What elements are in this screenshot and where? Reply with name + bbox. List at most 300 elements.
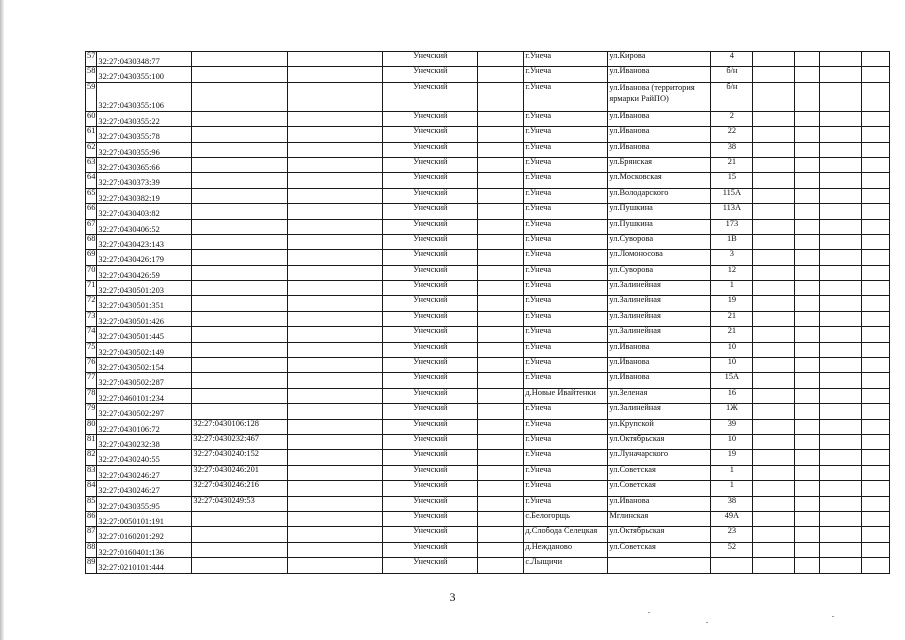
empty-cell bbox=[820, 511, 862, 526]
empty-cell bbox=[288, 511, 383, 526]
related-cadastral-number-cell bbox=[192, 342, 288, 357]
empty-cell bbox=[478, 342, 524, 357]
related-cadastral-number-cell bbox=[192, 219, 288, 234]
empty-cell bbox=[478, 496, 524, 511]
empty-cell bbox=[288, 434, 383, 449]
empty-cell bbox=[288, 142, 383, 157]
empty-cell bbox=[820, 419, 862, 434]
empty-cell bbox=[478, 450, 524, 465]
district-cell: Унечский bbox=[383, 219, 478, 234]
cadastral-number-cell: 32:27:0430355:78 bbox=[97, 127, 192, 142]
locality-cell: г.Унеча bbox=[524, 373, 608, 388]
empty-cell bbox=[478, 511, 524, 526]
locality-cell: г.Унеча bbox=[524, 82, 608, 111]
district-cell: Унечский bbox=[383, 511, 478, 526]
empty-cell bbox=[478, 82, 524, 111]
related-cadastral-number-cell bbox=[192, 250, 288, 265]
cadastral-number-cell: 32:27:0430373:39 bbox=[97, 173, 192, 188]
empty-cell bbox=[288, 311, 383, 326]
empty-cell bbox=[288, 265, 383, 280]
house-number-cell: 16 bbox=[711, 388, 753, 403]
empty-cell bbox=[795, 419, 820, 434]
empty-cell bbox=[820, 465, 862, 480]
locality-cell: г.Унеча bbox=[524, 265, 608, 280]
locality-cell: г.Унеча bbox=[524, 296, 608, 311]
district-cell: Унечский bbox=[383, 111, 478, 126]
empty-cell bbox=[478, 296, 524, 311]
empty-cell bbox=[478, 52, 524, 67]
cadastral-number-cell: 32:27:0160401:136 bbox=[97, 542, 192, 557]
empty-cell bbox=[795, 234, 820, 249]
street-cell: Мглинская bbox=[608, 511, 711, 526]
registry-body bbox=[86, 52, 890, 574]
empty-cell bbox=[862, 219, 890, 234]
cadastral-number-cell: 32:27:0430355:100 bbox=[97, 67, 192, 82]
locality-cell: г.Унеча bbox=[524, 52, 608, 67]
street-cell: ул.Октябрьская bbox=[608, 434, 711, 449]
empty-cell bbox=[820, 558, 862, 573]
locality-cell: г.Унеча bbox=[524, 234, 608, 249]
empty-cell bbox=[820, 265, 862, 280]
row-number-cell: 88 bbox=[86, 542, 97, 557]
empty-cell bbox=[753, 419, 795, 434]
house-number-cell: 21 bbox=[711, 327, 753, 342]
related-cadastral-number-cell bbox=[192, 157, 288, 172]
street-cell: ул.Иванова bbox=[608, 373, 711, 388]
empty-cell bbox=[753, 327, 795, 342]
related-cadastral-number-cell: 32:27:0430246:216 bbox=[192, 481, 288, 496]
cadastral-number-cell: 32:27:0460101:234 bbox=[97, 388, 192, 403]
empty-cell bbox=[820, 542, 862, 557]
empty-cell bbox=[478, 434, 524, 449]
house-number-cell: 38 bbox=[711, 496, 753, 511]
cadastral-number-cell: 32:27:0430501:426 bbox=[97, 311, 192, 326]
empty-cell bbox=[795, 281, 820, 296]
empty-cell bbox=[862, 434, 890, 449]
related-cadastral-number-cell bbox=[192, 527, 288, 542]
street-cell: ул.Иванова bbox=[608, 67, 711, 82]
cadastral-number-cell: 32:27:0430423:143 bbox=[97, 234, 192, 249]
empty-cell bbox=[753, 481, 795, 496]
row-number-cell: 89 bbox=[86, 558, 97, 573]
empty-cell bbox=[478, 157, 524, 172]
empty-cell bbox=[820, 157, 862, 172]
street-cell: ул.Ломоносова bbox=[608, 250, 711, 265]
empty-cell bbox=[862, 311, 890, 326]
locality-cell: г.Унеча bbox=[524, 188, 608, 203]
empty-cell bbox=[753, 311, 795, 326]
district-cell: Унечский bbox=[383, 265, 478, 280]
street-cell: ул.Пушкина bbox=[608, 219, 711, 234]
row-number-cell: 85 bbox=[86, 496, 97, 511]
empty-cell bbox=[478, 219, 524, 234]
empty-cell bbox=[795, 204, 820, 219]
empty-cell bbox=[862, 204, 890, 219]
empty-cell bbox=[753, 511, 795, 526]
district-cell: Унечский bbox=[383, 234, 478, 249]
table-row bbox=[86, 188, 890, 203]
street-cell: ул.Залинейная bbox=[608, 327, 711, 342]
empty-cell bbox=[753, 358, 795, 373]
empty-cell bbox=[478, 527, 524, 542]
empty-cell bbox=[862, 373, 890, 388]
table-row bbox=[86, 157, 890, 172]
cadastral-number-cell: 32:27:0430502:149 bbox=[97, 342, 192, 357]
table-row bbox=[86, 127, 890, 142]
empty-cell bbox=[862, 419, 890, 434]
empty-cell bbox=[753, 558, 795, 573]
empty-cell bbox=[288, 111, 383, 126]
empty-cell bbox=[753, 250, 795, 265]
row-number-cell: 69 bbox=[86, 250, 97, 265]
district-cell: Унечский bbox=[383, 67, 478, 82]
row-number-cell: 64 bbox=[86, 173, 97, 188]
empty-cell bbox=[478, 204, 524, 219]
empty-cell bbox=[862, 296, 890, 311]
district-cell: Унечский bbox=[383, 281, 478, 296]
street-cell: ул.Советская bbox=[608, 465, 711, 480]
empty-cell bbox=[862, 450, 890, 465]
empty-cell bbox=[795, 434, 820, 449]
property-registry-table bbox=[85, 51, 890, 574]
row-number-cell: 70 bbox=[86, 265, 97, 280]
district-cell: Унечский bbox=[383, 157, 478, 172]
street-cell: ул.Иванова bbox=[608, 342, 711, 357]
table-row bbox=[86, 219, 890, 234]
table-row bbox=[86, 204, 890, 219]
row-number-cell: 68 bbox=[86, 234, 97, 249]
related-cadastral-number-cell bbox=[192, 52, 288, 67]
cadastral-number-cell: 32:27:0430502:154 bbox=[97, 358, 192, 373]
row-number-cell: 67 bbox=[86, 219, 97, 234]
street-cell: ул.Московская bbox=[608, 173, 711, 188]
row-number-cell: 78 bbox=[86, 388, 97, 403]
row-number-cell: 72 bbox=[86, 296, 97, 311]
related-cadastral-number-cell bbox=[192, 265, 288, 280]
empty-cell bbox=[795, 173, 820, 188]
row-number-cell: 59 bbox=[86, 82, 97, 111]
empty-cell bbox=[820, 404, 862, 419]
house-number-cell: 2 bbox=[711, 111, 753, 126]
row-number-cell: 66 bbox=[86, 204, 97, 219]
cadastral-number-cell: 32:27:0430382:19 bbox=[97, 188, 192, 203]
house-number-cell: 22 bbox=[711, 127, 753, 142]
cadastral-number-cell: 32:27:0430246:27 bbox=[97, 481, 192, 496]
district-cell: Унечский bbox=[383, 82, 478, 111]
house-number-cell: 4 bbox=[711, 52, 753, 67]
house-number-cell: 23 bbox=[711, 527, 753, 542]
empty-cell bbox=[478, 465, 524, 480]
street-cell: ул.Брянская bbox=[608, 157, 711, 172]
empty-cell bbox=[753, 52, 795, 67]
house-number-cell: 21 bbox=[711, 311, 753, 326]
empty-cell bbox=[862, 52, 890, 67]
empty-cell bbox=[862, 404, 890, 419]
locality-cell: г.Унеча bbox=[524, 142, 608, 157]
related-cadastral-number-cell bbox=[192, 234, 288, 249]
row-number-cell: 82 bbox=[86, 450, 97, 465]
row-number-cell: 75 bbox=[86, 342, 97, 357]
empty-cell bbox=[795, 511, 820, 526]
empty-cell bbox=[753, 234, 795, 249]
empty-cell bbox=[753, 281, 795, 296]
cadastral-number-cell: 32:27:0430426:59 bbox=[97, 265, 192, 280]
street-cell: ул.Пушкина bbox=[608, 204, 711, 219]
house-number-cell: 10 bbox=[711, 358, 753, 373]
house-number-cell: 1 bbox=[711, 281, 753, 296]
locality-cell: г.Унеча bbox=[524, 250, 608, 265]
district-cell: Унечский bbox=[383, 204, 478, 219]
street-cell: ул.Кирова bbox=[608, 52, 711, 67]
cadastral-number-cell: 32:27:0160201:292 bbox=[97, 527, 192, 542]
empty-cell bbox=[478, 542, 524, 557]
empty-cell bbox=[862, 496, 890, 511]
row-number-cell: 71 bbox=[86, 281, 97, 296]
row-number-cell: 86 bbox=[86, 511, 97, 526]
district-cell: Унечский bbox=[383, 434, 478, 449]
house-number-cell: 10 bbox=[711, 434, 753, 449]
related-cadastral-number-cell bbox=[192, 204, 288, 219]
related-cadastral-number-cell bbox=[192, 373, 288, 388]
empty-cell bbox=[795, 496, 820, 511]
related-cadastral-number-cell bbox=[192, 311, 288, 326]
empty-cell bbox=[820, 67, 862, 82]
house-number-cell: 10 bbox=[711, 342, 753, 357]
scan-edge-shadow bbox=[0, 0, 4, 640]
table-row bbox=[86, 82, 890, 111]
locality-cell: г.Унеча bbox=[524, 219, 608, 234]
empty-cell bbox=[753, 82, 795, 111]
empty-cell bbox=[288, 52, 383, 67]
empty-cell bbox=[862, 67, 890, 82]
empty-cell bbox=[753, 127, 795, 142]
district-cell: Унечский bbox=[383, 419, 478, 434]
table-row bbox=[86, 52, 890, 67]
locality-cell: г.Унеча bbox=[524, 404, 608, 419]
empty-cell bbox=[753, 450, 795, 465]
locality-cell: д.Новые Ивайтенки bbox=[524, 388, 608, 403]
table-row bbox=[86, 527, 890, 542]
related-cadastral-number-cell bbox=[192, 111, 288, 126]
related-cadastral-number-cell bbox=[192, 388, 288, 403]
empty-cell bbox=[288, 450, 383, 465]
row-number-cell: 87 bbox=[86, 527, 97, 542]
locality-cell: г.Унеча bbox=[524, 127, 608, 142]
empty-cell bbox=[288, 342, 383, 357]
empty-cell bbox=[288, 127, 383, 142]
empty-cell bbox=[478, 234, 524, 249]
locality-cell: г.Унеча bbox=[524, 358, 608, 373]
related-cadastral-number-cell: 32:27:0430232:467 bbox=[192, 434, 288, 449]
table-row bbox=[86, 234, 890, 249]
empty-cell bbox=[820, 234, 862, 249]
empty-cell bbox=[862, 511, 890, 526]
empty-cell bbox=[820, 373, 862, 388]
related-cadastral-number-cell: 32:27:0430106:128 bbox=[192, 419, 288, 434]
house-number-cell: 52 bbox=[711, 542, 753, 557]
district-cell: Унечский bbox=[383, 311, 478, 326]
cadastral-number-cell: 32:27:0430246:27 bbox=[97, 465, 192, 480]
table-row bbox=[86, 373, 890, 388]
related-cadastral-number-cell bbox=[192, 511, 288, 526]
empty-cell bbox=[820, 281, 862, 296]
street-cell: ул.Октябрьская bbox=[608, 527, 711, 542]
empty-cell bbox=[288, 67, 383, 82]
empty-cell bbox=[862, 558, 890, 573]
district-cell: Унечский bbox=[383, 558, 478, 573]
street-cell: ул.Залинейная bbox=[608, 311, 711, 326]
district-cell: Унечский bbox=[383, 358, 478, 373]
scan-speck bbox=[832, 616, 834, 617]
empty-cell bbox=[288, 188, 383, 203]
cadastral-number-cell: 32:27:0430502:287 bbox=[97, 373, 192, 388]
house-number-cell: 1 bbox=[711, 481, 753, 496]
locality-cell: д.Слобода Селецкая bbox=[524, 527, 608, 542]
empty-cell bbox=[820, 311, 862, 326]
district-cell: Унечский bbox=[383, 342, 478, 357]
district-cell: Унечский bbox=[383, 465, 478, 480]
table-row bbox=[86, 434, 890, 449]
empty-cell bbox=[753, 465, 795, 480]
empty-cell bbox=[478, 358, 524, 373]
empty-cell bbox=[288, 327, 383, 342]
house-number-cell: 115А bbox=[711, 188, 753, 203]
empty-cell bbox=[753, 296, 795, 311]
locality-cell: г.Унеча bbox=[524, 496, 608, 511]
empty-cell bbox=[820, 111, 862, 126]
district-cell: Унечский bbox=[383, 496, 478, 511]
district-cell: Унечский bbox=[383, 404, 478, 419]
cadastral-number-cell: 32:27:0430501:445 bbox=[97, 327, 192, 342]
related-cadastral-number-cell bbox=[192, 188, 288, 203]
locality-cell: г.Унеча bbox=[524, 67, 608, 82]
cadastral-number-cell: 32:27:0430355:106 bbox=[97, 82, 192, 111]
table-row bbox=[86, 311, 890, 326]
empty-cell bbox=[795, 358, 820, 373]
house-number-cell: 19 bbox=[711, 450, 753, 465]
empty-cell bbox=[820, 527, 862, 542]
house-number-cell: 19 bbox=[711, 296, 753, 311]
district-cell: Унечский bbox=[383, 188, 478, 203]
empty-cell bbox=[820, 434, 862, 449]
empty-cell bbox=[288, 157, 383, 172]
empty-cell bbox=[288, 173, 383, 188]
empty-cell bbox=[795, 188, 820, 203]
street-cell: ул.Иванова bbox=[608, 111, 711, 126]
related-cadastral-number-cell bbox=[192, 127, 288, 142]
empty-cell bbox=[753, 527, 795, 542]
row-number-cell: 74 bbox=[86, 327, 97, 342]
locality-cell: г.Унеча bbox=[524, 157, 608, 172]
street-cell: ул.Залинейная bbox=[608, 281, 711, 296]
cadastral-number-cell: 32:27:0430406:52 bbox=[97, 219, 192, 234]
empty-cell bbox=[753, 142, 795, 157]
district-cell: Унечский bbox=[383, 373, 478, 388]
empty-cell bbox=[795, 142, 820, 157]
related-cadastral-number-cell bbox=[192, 67, 288, 82]
empty-cell bbox=[478, 404, 524, 419]
table-row bbox=[86, 67, 890, 82]
empty-cell bbox=[753, 496, 795, 511]
street-cell: ул.Иванова (территория ярмарки РайПО) bbox=[608, 82, 711, 111]
street-cell: ул.Иванова bbox=[608, 496, 711, 511]
related-cadastral-number-cell bbox=[192, 558, 288, 573]
district-cell: Унечский bbox=[383, 450, 478, 465]
table-row bbox=[86, 327, 890, 342]
street-cell: ул.Советская bbox=[608, 481, 711, 496]
row-number-cell: 62 bbox=[86, 142, 97, 157]
street-cell: ул.Суворова bbox=[608, 234, 711, 249]
empty-cell bbox=[478, 265, 524, 280]
district-cell: Унечский bbox=[383, 481, 478, 496]
empty-cell bbox=[862, 265, 890, 280]
empty-cell bbox=[862, 358, 890, 373]
empty-cell bbox=[478, 388, 524, 403]
table-row bbox=[86, 450, 890, 465]
empty-cell bbox=[288, 542, 383, 557]
table-row bbox=[86, 358, 890, 373]
empty-cell bbox=[753, 542, 795, 557]
row-number-cell: 61 bbox=[86, 127, 97, 142]
related-cadastral-number-cell bbox=[192, 296, 288, 311]
empty-cell bbox=[862, 281, 890, 296]
house-number-cell: 38 bbox=[711, 142, 753, 157]
house-number-cell: 173 bbox=[711, 219, 753, 234]
street-cell: ул.Луначарского bbox=[608, 450, 711, 465]
page-number: 3 bbox=[449, 590, 456, 604]
street-cell: ул.Иванова bbox=[608, 127, 711, 142]
empty-cell bbox=[753, 265, 795, 280]
empty-cell bbox=[862, 234, 890, 249]
empty-cell bbox=[820, 188, 862, 203]
street-cell: ул.Володарского bbox=[608, 188, 711, 203]
house-number-cell: 15А bbox=[711, 373, 753, 388]
locality-cell: г.Унеча bbox=[524, 327, 608, 342]
empty-cell bbox=[288, 234, 383, 249]
cadastral-number-cell: 32:27:0430426:179 bbox=[97, 250, 192, 265]
empty-cell bbox=[753, 404, 795, 419]
empty-cell bbox=[862, 142, 890, 157]
empty-cell bbox=[862, 481, 890, 496]
table-row bbox=[86, 419, 890, 434]
row-number-cell: 77 bbox=[86, 373, 97, 388]
empty-cell bbox=[862, 465, 890, 480]
empty-cell bbox=[820, 388, 862, 403]
district-cell: Унечский bbox=[383, 296, 478, 311]
empty-cell bbox=[478, 173, 524, 188]
table-row bbox=[86, 404, 890, 419]
empty-cell bbox=[753, 67, 795, 82]
empty-cell bbox=[753, 173, 795, 188]
related-cadastral-number-cell bbox=[192, 281, 288, 296]
empty-cell bbox=[820, 142, 862, 157]
row-number-cell: 80 bbox=[86, 419, 97, 434]
locality-cell: г.Унеча bbox=[524, 434, 608, 449]
empty-cell bbox=[753, 373, 795, 388]
house-number-cell: 1Ж bbox=[711, 404, 753, 419]
locality-cell: г.Унеча bbox=[524, 481, 608, 496]
row-number-cell: 63 bbox=[86, 157, 97, 172]
row-number-cell: 76 bbox=[86, 358, 97, 373]
empty-cell bbox=[288, 82, 383, 111]
empty-cell bbox=[820, 342, 862, 357]
empty-cell bbox=[795, 67, 820, 82]
street-cell: ул.Залинейная bbox=[608, 404, 711, 419]
street-cell: ул.Советская bbox=[608, 542, 711, 557]
empty-cell bbox=[753, 204, 795, 219]
empty-cell bbox=[820, 204, 862, 219]
empty-cell bbox=[820, 496, 862, 511]
